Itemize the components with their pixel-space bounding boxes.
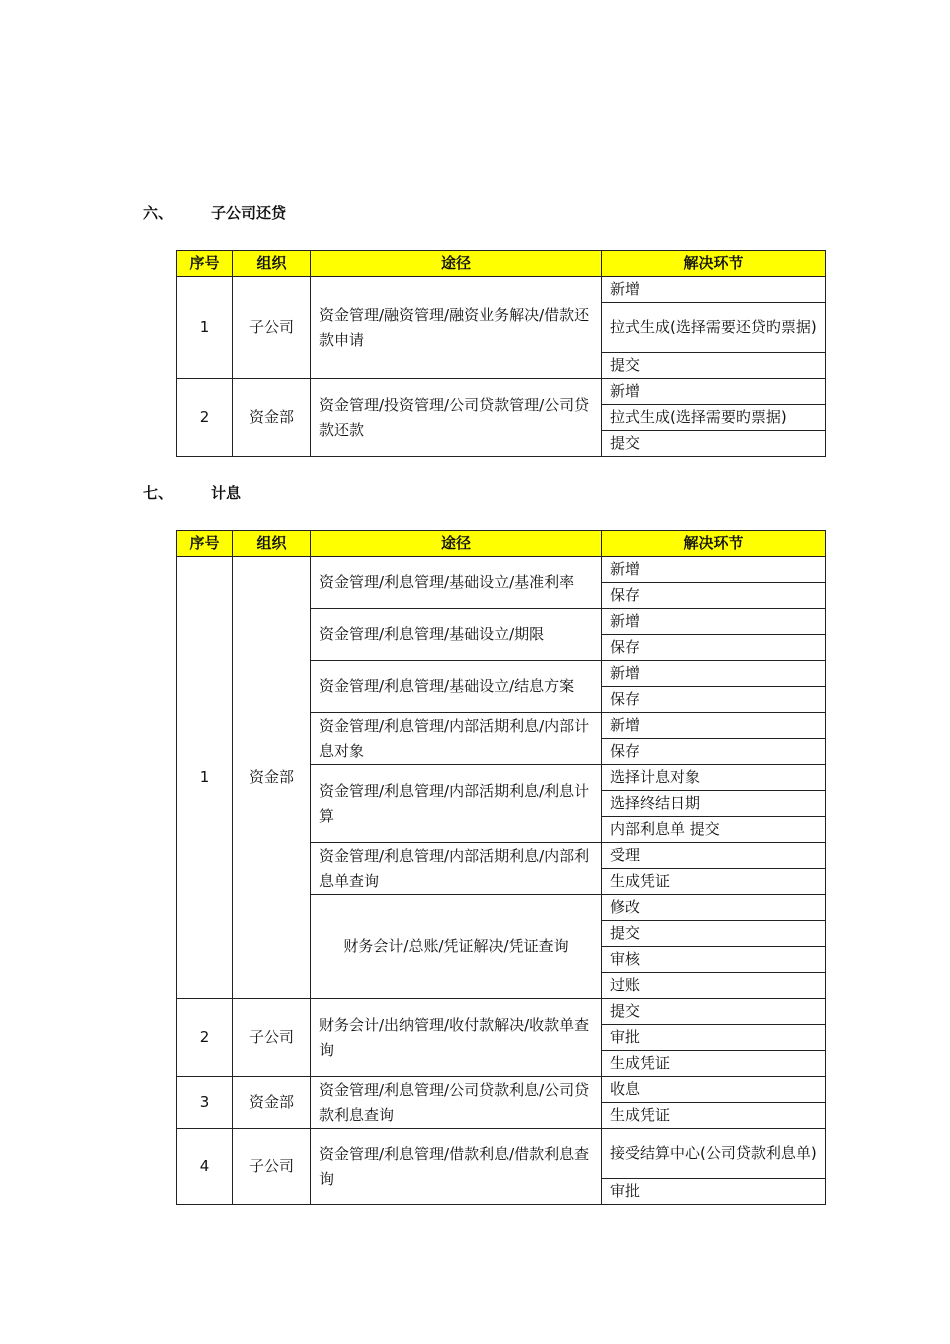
step-cell: 生成凭证 (602, 1103, 826, 1129)
step-cell: 内部利息单 提交 (602, 817, 826, 843)
step-cell: 生成凭证 (602, 1051, 826, 1077)
seq-cell: 2 (177, 999, 233, 1077)
step-cell: 新增 (602, 277, 826, 303)
table-row (177, 1129, 826, 1179)
step-cell: 保存 (602, 583, 826, 609)
table-header-row (177, 251, 826, 277)
header-seq: 序号 (177, 251, 233, 277)
section-title (143, 203, 286, 223)
path-cell: 资金管理/利息管理/内部活期利息/利息计算 (311, 765, 602, 843)
path-cell: 资金管理/利息管理/公司贷款利息/公司贷款利息查询 (311, 1077, 602, 1129)
step-cell: 保存 (602, 687, 826, 713)
path-cell: 资金管理/投资管理/公司贷款管理/公司贷款还款 (311, 379, 602, 457)
loan-repayment-table (176, 250, 826, 457)
step-cell: 选择终结日期 (602, 791, 826, 817)
header-seq: 序号 (177, 531, 233, 557)
path-cell: 资金管理/利息管理/内部活期利息/内部计息对象 (311, 713, 602, 765)
seq-cell: 1 (177, 557, 233, 999)
section-title (143, 483, 241, 503)
step-cell: 收息 (602, 1077, 826, 1103)
table-row (177, 379, 826, 405)
step-cell: 提交 (602, 431, 826, 457)
step-cell: 审批 (602, 1179, 826, 1205)
header-org: 组织 (233, 251, 311, 277)
path-cell: 资金管理/利息管理/基础设立/基准利率 (311, 557, 602, 609)
step-cell: 接受结算中心(公司贷款利息单) (602, 1129, 826, 1179)
header-path: 途径 (311, 531, 602, 557)
org-cell: 资金部 (233, 379, 311, 457)
section-heading: 子公司还贷 (211, 204, 287, 222)
step-cell: 提交 (602, 999, 826, 1025)
header-steps: 解决环节 (602, 251, 826, 277)
org-cell: 子公司 (233, 999, 311, 1077)
step-cell: 选择计息对象 (602, 765, 826, 791)
step-cell: 提交 (602, 353, 826, 379)
header-steps: 解决环节 (602, 531, 826, 557)
step-cell: 过账 (602, 973, 826, 999)
step-cell: 保存 (602, 635, 826, 661)
interest-table (176, 530, 826, 1205)
step-cell: 新增 (602, 557, 826, 583)
org-cell: 子公司 (233, 1129, 311, 1205)
step-cell: 生成凭证 (602, 869, 826, 895)
table-row (177, 557, 826, 583)
step-cell: 新增 (602, 379, 826, 405)
step-cell: 新增 (602, 713, 826, 739)
path-cell: 资金管理/利息管理/基础设立/结息方案 (311, 661, 602, 713)
step-cell: 审批 (602, 1025, 826, 1051)
step-cell: 提交 (602, 921, 826, 947)
path-cell: 财务会计/总账/凭证解决/凭证查询 (311, 895, 602, 999)
step-cell: 修改 (602, 895, 826, 921)
path-cell: 资金管理/利息管理/基础设立/期限 (311, 609, 602, 661)
section-heading: 计息 (211, 484, 242, 502)
section-number: 六、 (143, 204, 174, 222)
org-cell: 资金部 (233, 1077, 311, 1129)
step-cell: 新增 (602, 661, 826, 687)
path-cell: 资金管理/融资管理/融资业务解决/借款还款申请 (311, 277, 602, 379)
seq-cell: 1 (177, 277, 233, 379)
header-org: 组织 (233, 531, 311, 557)
step-cell: 审核 (602, 947, 826, 973)
header-path: 途径 (311, 251, 602, 277)
section-number: 七、 (143, 484, 174, 502)
path-cell: 财务会计/出纳管理/收付款解决/收款单查询 (311, 999, 602, 1077)
seq-cell: 3 (177, 1077, 233, 1129)
table-row (177, 999, 826, 1025)
step-cell: 保存 (602, 739, 826, 765)
path-cell: 资金管理/利息管理/内部活期利息/内部利息单查询 (311, 843, 602, 895)
step-cell: 受理 (602, 843, 826, 869)
table-header-row (177, 531, 826, 557)
path-cell: 资金管理/利息管理/借款利息/借款利息查询 (311, 1129, 602, 1205)
step-cell: 拉式生成(选择需要还贷旳票据) (602, 303, 826, 353)
step-cell: 新增 (602, 609, 826, 635)
seq-cell: 4 (177, 1129, 233, 1205)
org-cell: 子公司 (233, 277, 311, 379)
table-row (177, 277, 826, 303)
step-cell: 拉式生成(选择需要旳票据) (602, 405, 826, 431)
org-cell: 资金部 (233, 557, 311, 999)
table-row (177, 1077, 826, 1103)
seq-cell: 2 (177, 379, 233, 457)
